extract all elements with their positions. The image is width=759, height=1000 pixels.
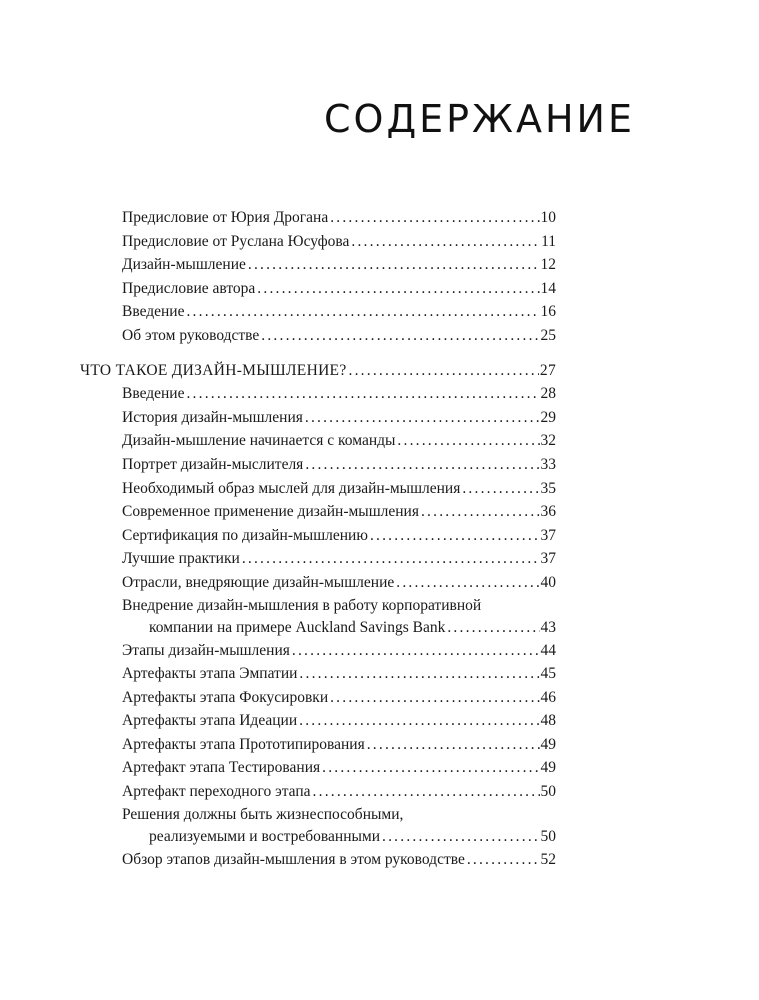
toc-entry-page: 40 <box>540 573 556 591</box>
toc-entry-title: Дизайн-мышление начинается с команды <box>122 429 397 453</box>
toc-entry[interactable] <box>80 406 556 430</box>
toc-entry-title: Портрет дизайн-мыслителя <box>122 453 305 477</box>
toc-entry-page: 46 <box>540 688 556 706</box>
toc-entry[interactable] <box>80 547 556 571</box>
dot-leader <box>242 547 540 571</box>
toc-entry[interactable] <box>80 756 556 780</box>
dot-leader <box>349 359 539 383</box>
dot-leader <box>305 406 540 430</box>
toc-entry-title: Артефакты этапа Прототипирования <box>122 733 367 757</box>
dot-leader <box>313 780 540 804</box>
toc-entry[interactable] <box>80 429 556 453</box>
toc-entry[interactable] <box>80 206 556 230</box>
dot-leader <box>396 571 539 595</box>
dot-leader <box>299 709 539 733</box>
toc-entry-page: 44 <box>540 641 556 659</box>
toc-entry[interactable] <box>80 662 556 686</box>
toc-entry-page: 36 <box>540 503 556 521</box>
toc-entry[interactable] <box>80 453 556 477</box>
toc-chapter-entry[interactable] <box>80 359 556 383</box>
toc-entry-title: История дизайн-мышления <box>122 406 305 430</box>
toc-entry-title: Необходимый образ мыслей для дизайн-мышления <box>122 477 462 501</box>
toc-entry-page: 52 <box>540 850 556 868</box>
toc-entry[interactable] <box>80 571 556 595</box>
dot-leader <box>421 500 540 524</box>
toc-entry-title: Введение <box>122 382 186 406</box>
toc-entry-page: 43 <box>540 618 556 636</box>
toc-entry-page: 14 <box>540 279 556 297</box>
toc-entry-title: Обзор этапов дизайн-мышления в этом руководстве <box>122 848 467 872</box>
toc-entry-title: Лучшие практики <box>122 547 242 571</box>
toc-entry-page: 35 <box>540 479 556 497</box>
toc-entry-title: Предисловие автора <box>122 277 257 301</box>
toc-entry-page: 37 <box>540 550 556 568</box>
front-matter-list <box>80 206 556 348</box>
dot-leader <box>330 686 539 710</box>
toc-entry-title-continued: компании на примере Auckland Savings Bank <box>149 617 447 639</box>
toc-entry[interactable] <box>80 253 556 277</box>
toc-entry-title: Введение <box>122 300 186 324</box>
toc-entry[interactable] <box>80 709 556 733</box>
toc-entry[interactable] <box>80 804 556 848</box>
toc-entry-page: 10 <box>540 209 556 226</box>
dot-leader <box>397 429 539 453</box>
toc-entry[interactable] <box>80 324 556 348</box>
toc-entry-page: 33 <box>540 455 556 473</box>
toc-entry[interactable] <box>80 300 556 324</box>
toc-entry[interactable] <box>80 477 556 501</box>
dot-leader <box>351 230 540 254</box>
table-of-contents <box>80 206 556 871</box>
toc-entry-title: Артефакт переходного этапа <box>122 780 313 804</box>
toc-entry-title: Артефакты этапа Эмпатии <box>122 662 299 686</box>
toc-entry-page: 11 <box>541 232 556 250</box>
dot-leader <box>322 756 539 780</box>
toc-entry-title: Артефакт этапа Тестирования <box>122 756 322 780</box>
toc-entry-page: 48 <box>540 712 556 730</box>
chapter-list <box>80 359 556 872</box>
toc-entry-title: Отрасли, внедряющие дизайн-мышление <box>122 571 396 595</box>
toc-entry[interactable] <box>80 382 556 406</box>
dot-leader <box>186 300 539 324</box>
dot-leader <box>261 324 539 348</box>
dot-leader <box>330 206 539 230</box>
toc-entry-title: Внедрение дизайн-мышления в работу корпоративной <box>122 596 482 614</box>
dot-leader <box>186 382 539 406</box>
toc-entry-title: Современное применение дизайн-мышления <box>122 500 421 524</box>
toc-entry-page: 37 <box>540 526 556 544</box>
toc-entry-page: 29 <box>540 408 556 426</box>
toc-entry-title-continued: реализуемыми и востребованными <box>149 826 382 848</box>
toc-entry-title: Этапы дизайн-мышления <box>122 639 292 663</box>
toc-entry[interactable] <box>80 524 556 548</box>
dot-leader <box>257 277 539 301</box>
toc-entry-page: 49 <box>540 735 556 753</box>
toc-entry[interactable] <box>80 595 556 639</box>
toc-entry-page: 28 <box>540 385 556 403</box>
toc-chapter-page: 27 <box>539 361 556 379</box>
toc-entry-page: 45 <box>540 665 556 683</box>
toc-entry[interactable] <box>80 639 556 663</box>
toc-entry[interactable] <box>80 230 556 254</box>
toc-entry-title: Артефакты этапа Фокусировки <box>122 686 330 710</box>
dot-leader <box>447 617 539 639</box>
toc-chapter-title: ЧТО ТАКОЕ ДИЗАЙН-МЫШЛЕНИЕ? <box>80 359 349 383</box>
toc-entry[interactable] <box>80 277 556 301</box>
dot-leader <box>292 639 540 663</box>
toc-entry-title: Предисловие от Юрия Дрогана <box>122 206 330 230</box>
toc-entry-page: 16 <box>540 303 556 321</box>
toc-entry[interactable] <box>80 848 556 872</box>
dot-leader <box>299 662 539 686</box>
toc-entry[interactable] <box>80 686 556 710</box>
toc-entry-page: 25 <box>540 326 556 344</box>
toc-entry-title: Артефакты этапа Идеации <box>122 709 299 733</box>
toc-entry-title: Дизайн-мышление <box>122 253 248 277</box>
toc-entry-page: 12 <box>540 256 556 274</box>
dot-leader <box>462 477 539 501</box>
toc-entry-title: Об этом руководстве <box>122 324 261 348</box>
toc-entry-page: 32 <box>540 432 556 450</box>
toc-entry[interactable] <box>80 780 556 804</box>
toc-entry-title: Решения должны быть жизнеспособными, <box>122 805 404 823</box>
toc-entry-page: 50 <box>540 783 556 801</box>
dot-leader <box>367 733 540 757</box>
dot-leader <box>382 826 539 848</box>
dot-leader <box>467 848 540 872</box>
dot-leader <box>305 453 539 477</box>
toc-entry[interactable] <box>80 500 556 524</box>
toc-entry-title: Предисловие от Руслана Юсуфова <box>122 230 351 254</box>
toc-entry-page: 49 <box>540 759 556 777</box>
toc-entry-title: Сертификация по дизайн-мышлению <box>122 524 370 548</box>
dot-leader <box>370 524 540 548</box>
toc-entry[interactable] <box>80 733 556 757</box>
toc-entry-page: 50 <box>540 827 556 845</box>
page-title: СОДЕРЖАНИЕ <box>324 97 635 141</box>
dot-leader <box>248 253 540 277</box>
